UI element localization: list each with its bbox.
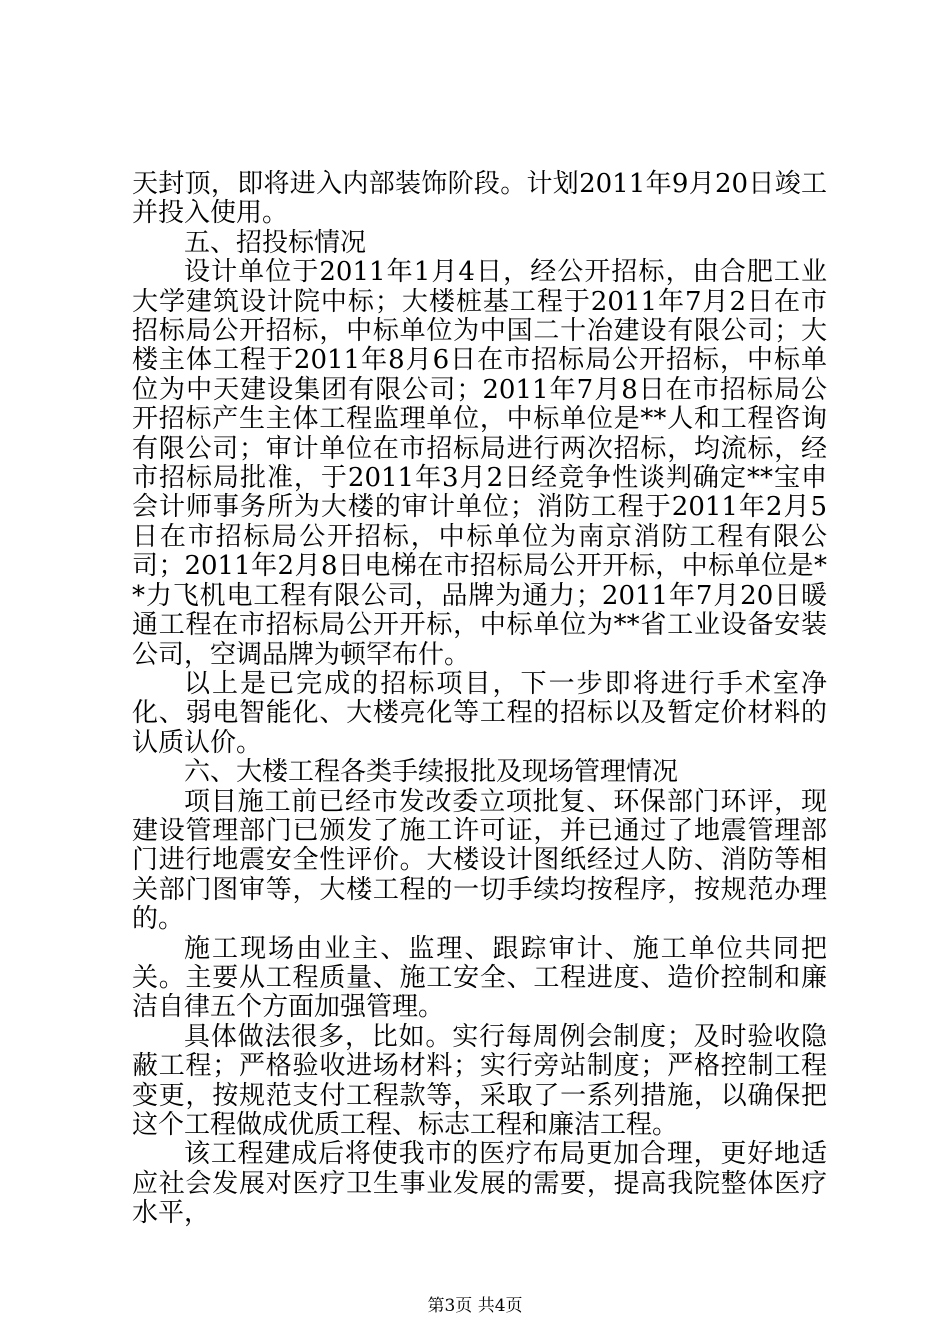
section-heading-bidding: 五、招投标情况: [184, 227, 367, 258]
section-heading-procedures: 六、大楼工程各类手续报批及现场管理情况: [184, 757, 679, 788]
paragraph-bidding-details: 设计单位于2011年1月4日，经公开招标，由合肥工业大学建筑设计院中标；大楼桩基工程于2011年7月2日在市招标局公开招标，中标单位为中国二十冶建设有限公司；大楼主体工程于2011年8月6日在市招标局公开招标，中标单位为中天建设集团有限公司；2011年7月8日在市招标局公开招标产生主体工程监理单位，中标单位是**人和工程咨询有限公司；审计单位在市招标局进行两次招标，均流标，经市招标局批准，于2011年3月2日经竞争性谈判确定**宝申会计师事务所为大楼的审计单位；消防工程于2011年2月5日在市招标局公开招标，中标单位为南京消防工程有限公司；2011年2月8日电梯在市招标局公开开标，中标单位是**力飞机电工程有限公司，品牌为通力；2011年7月20日暖通工程在市招标局公开开标，中标单位为**省工业设备安装公司，空调品牌为顿罕布什。: [132, 257, 827, 670]
paragraph-continuation: 天封顶，即将进入内部装饰阶段。计划2011年9月20日竣工并投入使用。: [132, 169, 827, 229]
document-body: [132, 170, 827, 1229]
paragraph-procedures: 项目施工前已经市发改委立项批复、环保部门环评，现建设管理部门已颁发了施工许可证，并已通过了地震管理部门进行地震安全性评价。大楼设计图纸经过人防、消防等相关部门图审等，大楼工程的一切手续均按程序，按规范办理的。: [132, 786, 827, 935]
page-number-footer: 第3页 共4页: [427, 1296, 523, 1316]
paragraph-site-management: 施工现场由业主、监理、跟踪审计、施工单位共同把关。主要从工程质量、施工安全、工程进度、造价控制和廉洁自律五个方面加强管理。: [132, 933, 827, 1023]
paragraph-bidding-next-steps: 以上是已完成的招标项目，下一步即将进行手术室净化、弱电智能化、大楼亮化等工程的招标以及暂定价材料的认质认价。: [132, 668, 827, 758]
paragraph-measures: 具体做法很多，比如。实行每周例会制度；及时验收隐蔽工程；严格验收进场材料；实行旁站制度；严格控制工程变更，按规范支付工程款等，采取了一系列措施，以确保把这个工程做成优质工程、标志工程和廉洁工程。: [132, 1021, 827, 1140]
paragraph-outlook: 该工程建成后将使我市的医疗布局更加合理，更好地适应社会发展对医疗卫生事业发展的需要，提高我院整体医疗水平，: [132, 1139, 827, 1229]
